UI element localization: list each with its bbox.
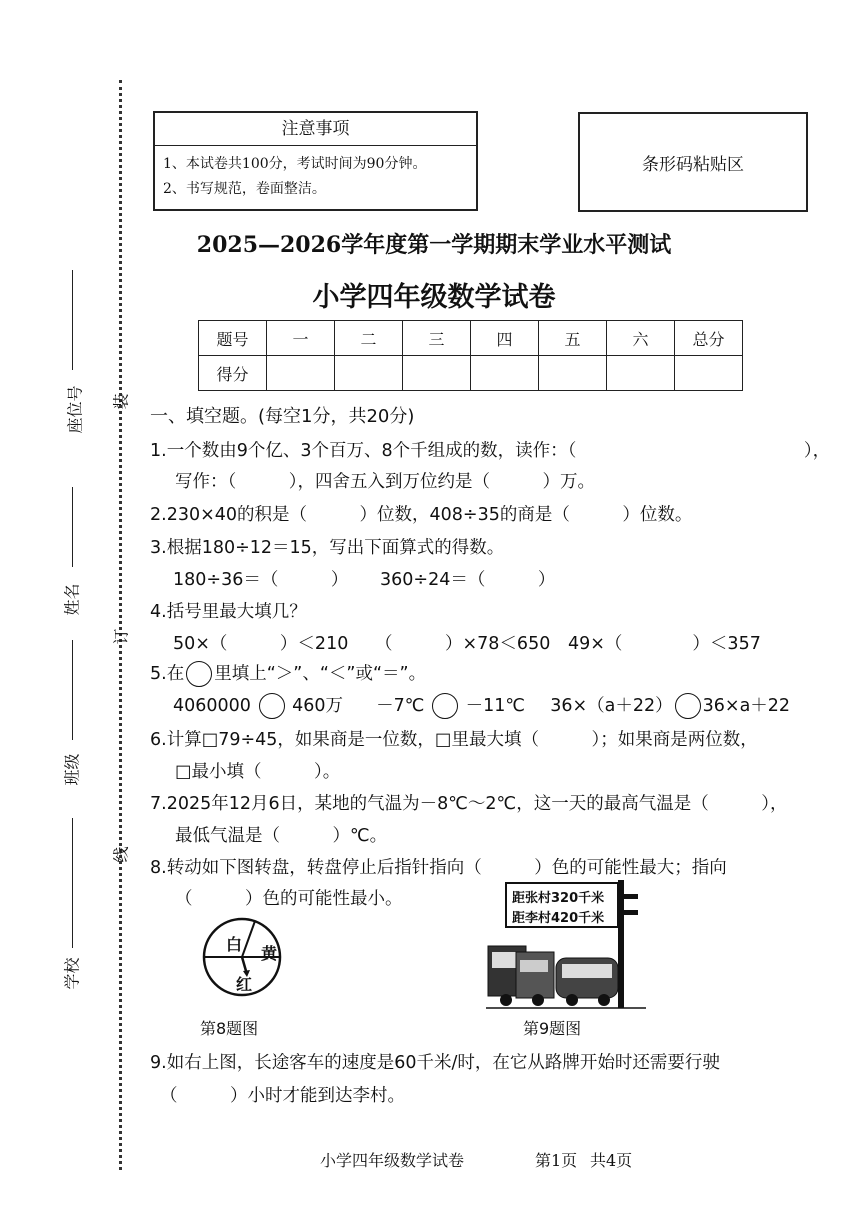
side-label-xian: 线 <box>111 846 131 863</box>
question-3-expr-2: 360÷24＝（ ） <box>380 570 556 590</box>
score-input-cell[interactable] <box>539 356 607 391</box>
notice-box <box>153 111 478 211</box>
score-input-cell[interactable] <box>403 356 471 391</box>
question-8-line-1: 8.转动如下图转盘，转盘停止后指针指向（ ）色的可能性最大；指向 <box>150 858 727 878</box>
question-3-line-1: 3.根据180÷12＝15，写出下面算式的得数。 <box>150 538 505 558</box>
score-cell: 四 <box>471 321 539 356</box>
question-7-line-2: 最低气温是（ ）℃。 <box>175 826 388 846</box>
name-line[interactable] <box>72 487 73 567</box>
exam-title: 2025—2026学年度第一学期期末学业水平测试 <box>196 232 672 258</box>
answer-circle[interactable] <box>432 693 458 719</box>
question-4-expr-1: 50×（ ）＜210 <box>173 634 349 654</box>
road-sign-line-1: 距张村320千米 <box>512 891 605 906</box>
score-cell: 一 <box>267 321 335 356</box>
footer-paper-name: 小学四年级数学试卷 <box>320 1151 465 1170</box>
score-input-cell[interactable] <box>335 356 403 391</box>
spinner-label-white: 白 <box>226 935 243 954</box>
question-5-suffix: 里填上“＞”、“＜”或“＝”。 <box>214 664 427 684</box>
question-5-value: 36×a＋22 <box>702 696 791 716</box>
question-5-line-1 <box>150 660 426 687</box>
figure-8-caption: 第8题图 <box>200 1019 259 1038</box>
figure-9-caption: 第9题图 <box>523 1019 582 1038</box>
score-cell: 题号 <box>199 321 267 356</box>
barcode-box <box>578 112 808 212</box>
seat-number-label: 座位号 <box>65 385 85 434</box>
score-cell: 总分 <box>675 321 743 356</box>
section-1-title: 一、填空题。(每空1分，共20分) <box>150 406 415 427</box>
footer-total-pages: 共4页 <box>590 1151 633 1170</box>
question-4-expr-3: 49×（ ）＜357 <box>568 634 761 654</box>
answer-circle[interactable] <box>675 693 701 719</box>
score-input-cell[interactable] <box>607 356 675 391</box>
question-3-expr-1: 180÷36＝（ ） <box>173 570 349 590</box>
question-5-prefix: 5.在 <box>150 664 185 684</box>
question-5-value: 36×（a＋22） <box>550 696 673 716</box>
score-cell: 五 <box>539 321 607 356</box>
answer-circle[interactable] <box>259 693 285 719</box>
question-5-value: 4060000 <box>173 696 251 716</box>
question-4-line-1: 4.括号里最大填几？ <box>150 602 307 622</box>
question-8-line-2: （ ）色的可能性最小。 <box>175 889 403 909</box>
question-5-value: －11℃ <box>465 696 526 716</box>
class-label: 班级 <box>62 753 82 786</box>
question-7-line-1: 7.2025年12月6日，某地的气温为－8℃～2℃，这一天的最高气温是（ ）， <box>150 794 788 814</box>
score-table <box>198 320 743 391</box>
side-label-zhuang: 装 <box>111 393 131 410</box>
score-cell: 得分 <box>199 356 267 391</box>
score-input-cell[interactable] <box>267 356 335 391</box>
name-label: 姓名 <box>62 583 82 616</box>
question-1-line-2: 写作：（ ），四舍五入到万位约是（ ）万。 <box>175 472 595 492</box>
barcode-label: 条形码粘贴区 <box>642 155 744 175</box>
score-cell: 六 <box>607 321 675 356</box>
class-line[interactable] <box>72 640 73 740</box>
score-cell: 二 <box>335 321 403 356</box>
question-5-value: 460万 <box>292 696 344 716</box>
paper-title: 小学四年级数学试卷 <box>312 282 556 313</box>
school-label: 学校 <box>62 957 82 990</box>
road-sign-line-2: 距李村420千米 <box>512 911 605 926</box>
notice-title: 注意事项 <box>155 113 476 146</box>
question-1-line-1: 1.一个数由9个亿、3个百万、8个千组成的数，读作：（ ）， <box>150 441 831 461</box>
question-9-line-2: （ ）小时才能到达李村。 <box>160 1086 405 1106</box>
spinner-label-red: 红 <box>236 975 253 994</box>
question-6-line-2: □最小填（ ）。 <box>175 762 341 782</box>
score-input-cell[interactable] <box>471 356 539 391</box>
compare-circle-icon <box>186 661 212 687</box>
score-cell: 三 <box>403 321 471 356</box>
notice-line-1: 1、本试卷共100分，考试时间为90分钟。 <box>163 156 427 172</box>
question-4-expr-2: （ ）×78＜650 <box>375 634 551 654</box>
notice-line-2: 2、书写规范，卷面整洁。 <box>163 181 326 197</box>
question-9-line-1: 9.如右上图，长途客车的速度是60千米/时，在它从路牌开始时还需要行驶 <box>150 1053 720 1073</box>
question-6-line-1: 6.计算□79÷45，如果商是一位数，□里最大填（ ）；如果商是两位数， <box>150 730 758 750</box>
footer-page-number: 第1页 <box>535 1151 578 1170</box>
score-input-cell[interactable] <box>675 356 743 391</box>
question-2: 2.230×40的积是（ ）位数，408÷35的商是（ ）位数。 <box>150 505 693 525</box>
side-label-ding: 订 <box>111 628 131 645</box>
question-5-line-2 <box>173 692 790 719</box>
spinner-label-yellow: 黄 <box>261 944 278 963</box>
school-line[interactable] <box>72 818 73 948</box>
score-table-header-row <box>199 321 743 356</box>
score-table-score-row <box>199 356 743 391</box>
question-5-value: －7℃ <box>376 696 425 716</box>
